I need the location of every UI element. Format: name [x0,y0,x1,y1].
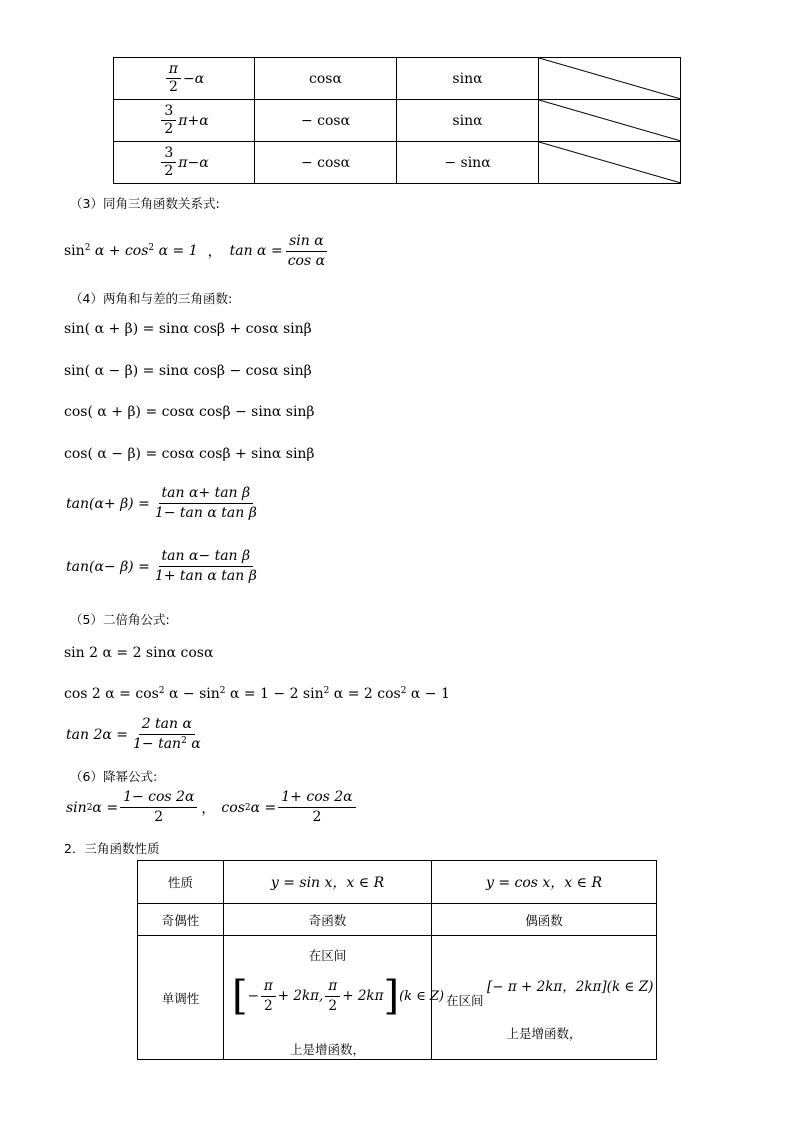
cos-cell: cosα [255,58,397,100]
monotonicity-sin: 在区间 [ − $\frac{\pi}{2}$ + 2kπ, $\frac{\pi}{2}$ + 2kπ ] (k ∈ Z) 上是增函数， [224,936,432,1060]
parity-cos: 偶函数 [432,904,657,936]
formula-cos-diff: cos( α − β) = cosα cosβ + sinα sinβ [64,446,315,462]
empty-diagonal-cell [539,58,681,100]
sin-cell: sinα [397,58,539,100]
table-row [138,861,657,904]
diagonal-line [539,142,681,183]
section-heading-4: （4）两角和与差的三角函数: [70,291,233,306]
tan-quotient-identity: tan α = $\frac{\text{sin α}}{\text{cos α}}$ [229,232,326,269]
power-reduction-formulas: sin 2 α = $\frac{1- \cos 2\alpha}{2}$ ， cos 2 α = $\frac{1+ \cos 2\alpha}{2}$ [66,789,358,826]
formula-tan-double: tan 2α = $\frac{\text{2 tan α}}{1- \tan^2 \alpha}$ [66,716,201,752]
sin-cell: sinα [397,100,539,142]
sin-cell: − sinα [397,142,539,184]
header-property: 性质 [138,861,224,904]
angle-cell: $\frac{\pi}{2}$ −α [114,58,255,100]
diagonal-line [539,100,681,141]
angle-cell: $\frac{3}{2}$ π+α [114,100,255,142]
cos-cell: − cosα [255,142,397,184]
formula-sin-diff: sin( α − β) = sinα cosβ − cosα sinβ [64,363,312,379]
table-row [114,58,681,100]
section-heading-5: （5）二倍角公式: [70,612,170,627]
table-row [138,936,657,1060]
header-cos: y = cos x，x ∈ R [432,861,657,904]
section-heading-properties: 2．三角函数性质 [64,841,160,856]
cos-increasing-interval: [− π + 2kπ，2kπ](k ∈ Z) [487,979,654,995]
table-row [138,904,657,936]
formula-sin-double: sin 2 α = 2 sinα cosα [64,645,214,661]
header-sin: y = sin x，x ∈ R [224,861,432,904]
pythagorean-identity: $\sin^2 \alpha + \cos^2 \alpha = 1$ [64,243,198,259]
formula-cos-double: cos 2 $\alpha = \cos^2 \alpha - \sin^2 \alpha = 1 - 2$ $\sin^2 \alpha = 2$ $\cos^2 \alpha - 1$ [64,686,450,702]
reduction-table [113,57,681,184]
monotonicity-cos: 在区间 [− π + 2kπ，2kπ](k ∈ Z) 上是增函数， [432,936,657,1060]
parity-sin: 奇函数 [224,904,432,936]
section-heading-6: （6）降幂公式: [70,769,158,784]
sin-increasing-interval: [ − $\frac{\pi}{2}$ + 2kπ, $\frac{\pi}{2}$ + 2kπ ] (k ∈ Z) [232,973,445,1019]
cos-cell: − cosα [255,100,397,142]
diagonal-line [539,58,681,99]
section-heading-3: （3）同角三角函数关系式: [70,196,220,211]
formula-tan-sum: tan(α+ β) = $\frac{\text{tan α+ tan β}}{\text{1− tan α tan β}}$ [66,485,257,521]
formula-tan-diff: tan(α− β) = $\frac{\text{tan α− tan β}}{\text{1+ tan α tan β}}$ [66,548,257,584]
formula-cos-sum: cos( α + β) = cosα cosβ − sinα sinβ [64,404,315,420]
angle-cell: $\frac{3}{2}$ π−α [114,142,255,184]
parity-label: 奇偶性 [138,904,224,936]
empty-diagonal-cell [539,142,681,184]
empty-diagonal-cell [539,100,681,142]
identity-formulas: $\sin^2 \alpha + \cos^2 \alpha = 1$ ， tan α = $\frac{\text{sin α}}{\text{cos α}}$ [64,229,330,273]
formula-sin-sum: sin( α + β) = sinα cosβ + cosα sinβ [64,321,312,337]
table-row [114,142,681,184]
monotonicity-label: 单调性 [138,936,224,1060]
table-row [114,100,681,142]
properties-table [137,860,657,1060]
